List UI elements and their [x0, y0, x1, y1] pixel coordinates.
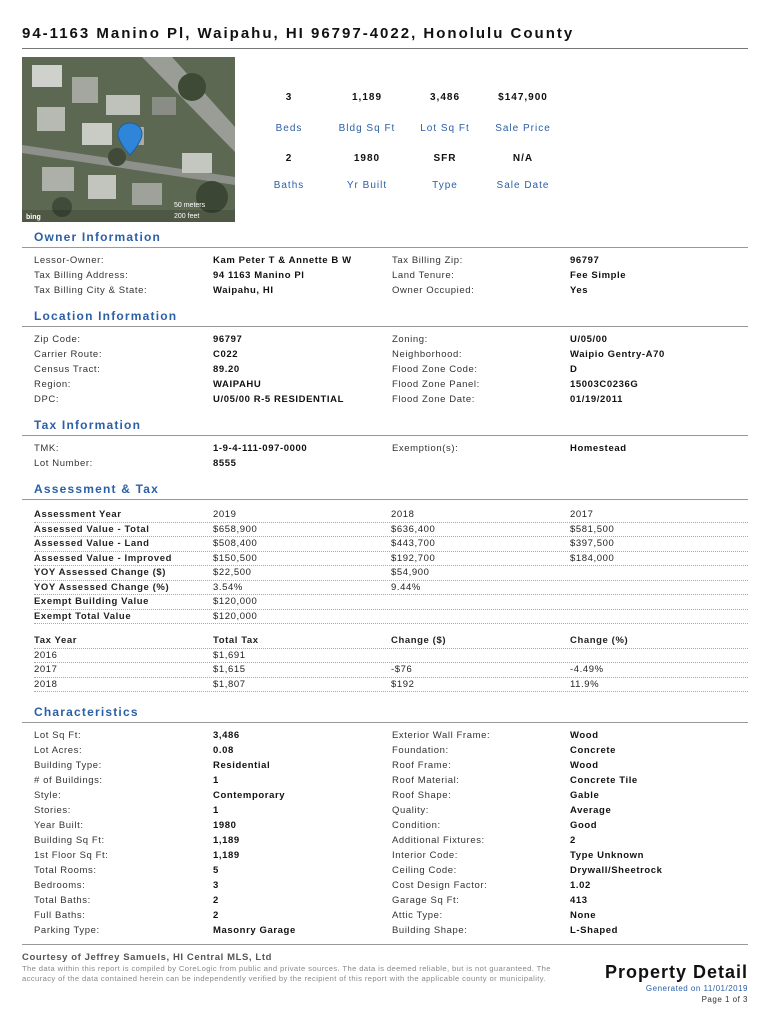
field-value: 1,189	[213, 850, 240, 861]
field-value: 1,189	[213, 835, 240, 846]
tax-left-keys	[34, 441, 93, 471]
field-value: Drywall/Sheetrock	[570, 865, 663, 876]
owner-right-values	[570, 253, 626, 298]
table-cell: $54,900	[391, 567, 430, 579]
field-value: Kam Peter T & Annette B W	[213, 255, 352, 266]
table-cell: $658,900	[213, 523, 258, 535]
field-label: Bedrooms:	[34, 880, 86, 891]
page-title: 94-1163 Manino Pl, Waipahu, HI 96797-4022, Honolulu County	[22, 25, 575, 42]
table-cell: 3.54%	[213, 581, 243, 593]
stats-values-row-1	[250, 92, 562, 103]
field-label: Additional Fixtures:	[392, 835, 485, 846]
field-label: Garage Sq Ft:	[392, 895, 460, 906]
map-brand: bing	[26, 214, 41, 221]
table-cell: 2017	[34, 664, 58, 676]
field-value: Wood	[570, 730, 599, 741]
field-label: 1st Floor Sq Ft:	[34, 850, 109, 861]
section-title-assessment: Assessment & Tax	[34, 482, 160, 496]
table-cell: $120,000	[213, 596, 258, 608]
table-cell: $1,615	[213, 664, 246, 676]
table-row	[34, 595, 748, 610]
courtesy-text: Courtesy of Jeffrey Samuels, HI Central MLS, Ltd	[22, 952, 272, 963]
field-label: Lot Number:	[34, 458, 93, 469]
table-cell: YOY Assessed Change ($)	[34, 567, 167, 579]
field-value: Waipahu, HI	[213, 285, 274, 296]
table-cell: Assessment Year	[34, 509, 122, 521]
location-left-values	[213, 332, 344, 407]
field-value: C022	[213, 349, 239, 360]
field-label: Roof Material:	[392, 775, 460, 786]
table-cell: $150,500	[213, 552, 258, 564]
tax-right-keys	[392, 441, 458, 456]
stat-label: Lot Sq Ft	[420, 123, 470, 134]
field-label: Tax Billing City & State:	[34, 285, 148, 296]
field-label: Parking Type:	[34, 925, 100, 936]
field-label: Full Baths:	[34, 910, 86, 921]
table-cell: $192	[391, 678, 415, 690]
tax-right-values	[570, 441, 627, 456]
owner-right-keys	[392, 253, 474, 298]
field-label: Exterior Wall Frame:	[392, 730, 491, 741]
table-row	[34, 649, 748, 664]
table-row	[34, 552, 748, 567]
field-value: 0.08	[213, 745, 234, 756]
table-cell: 11.9%	[570, 678, 600, 690]
table-cell: -$76	[391, 664, 413, 676]
stat-label: Baths	[273, 180, 305, 191]
table-cell: $397,500	[570, 538, 615, 550]
table-header-row	[34, 634, 748, 649]
stats-values-row-2	[250, 153, 562, 164]
field-label: Tax Billing Address:	[34, 270, 129, 281]
stat-value: N/A	[512, 153, 534, 164]
section-title-location: Location Information	[34, 309, 178, 323]
table-cell: 2019	[213, 509, 237, 521]
field-value: 01/19/2011	[570, 394, 624, 405]
table-cell: Exempt Building Value	[34, 596, 150, 608]
field-value: D	[570, 364, 578, 375]
field-value: None	[570, 910, 597, 921]
field-value: 1	[213, 805, 219, 816]
field-value: L-Shaped	[570, 925, 619, 936]
field-label: Exemption(s):	[392, 443, 459, 454]
stat-value: 3,486	[429, 92, 461, 103]
stat-value: 2	[285, 153, 293, 164]
field-label: Building Type:	[34, 760, 102, 771]
field-label: Tax Billing Zip:	[392, 255, 463, 266]
table-cell: Assessed Value - Improved	[34, 552, 173, 564]
tax-history-table	[34, 634, 748, 692]
field-label: Flood Zone Panel:	[392, 379, 480, 390]
field-label: Attic Type:	[392, 910, 443, 921]
field-label: Lessor-Owner:	[34, 255, 105, 266]
field-label: Ceiling Code:	[392, 865, 457, 876]
field-value: Contemporary	[213, 790, 286, 801]
section-divider	[22, 435, 748, 436]
field-label: Total Rooms:	[34, 865, 97, 876]
field-label: Quality:	[392, 805, 430, 816]
owner-left-keys	[34, 253, 147, 298]
field-label: Lot Acres:	[34, 745, 83, 756]
field-value: 96797	[213, 334, 243, 345]
footer-divider	[22, 944, 748, 945]
field-label: Zip Code:	[34, 334, 81, 345]
table-cell: $22,500	[213, 567, 252, 579]
field-label: Year Built:	[34, 820, 84, 831]
field-label: Neighborhood:	[392, 349, 463, 360]
table-cell: Exempt Total Value	[34, 610, 132, 622]
table-cell: Assessed Value - Total	[34, 523, 150, 535]
table-header: Total Tax	[213, 635, 259, 647]
field-label: Building Sq Ft:	[34, 835, 105, 846]
table-cell: 2016	[34, 649, 58, 661]
table-cell: Assessed Value - Land	[34, 538, 150, 550]
field-value: 96797	[570, 255, 600, 266]
field-label: Stories:	[34, 805, 72, 816]
stat-value: $147,900	[498, 92, 548, 103]
field-label: Lot Sq Ft:	[34, 730, 82, 741]
characteristics-left-values	[213, 728, 296, 938]
stat-label: Beds	[275, 123, 303, 134]
table-header: Tax Year	[34, 635, 78, 647]
table-cell: $1,807	[213, 678, 246, 690]
field-value: 5	[213, 865, 219, 876]
field-label: Building Shape:	[392, 925, 468, 936]
field-value: 8555	[213, 458, 237, 469]
section-divider	[22, 326, 748, 327]
field-value: 3,486	[213, 730, 240, 741]
field-value: 3	[213, 880, 219, 891]
field-value: 2	[213, 910, 219, 921]
section-title-owner: Owner Information	[34, 230, 162, 244]
field-value: 1.02	[570, 880, 591, 891]
field-label: Roof Shape:	[392, 790, 452, 801]
stat-label: Type	[432, 180, 458, 191]
field-value: Residential	[213, 760, 271, 771]
field-label: TMK:	[34, 443, 60, 454]
field-label: Cost Design Factor:	[392, 880, 488, 891]
table-cell: $508,400	[213, 538, 258, 550]
field-label: Census Tract:	[34, 364, 101, 375]
field-value: Masonry Garage	[213, 925, 296, 936]
table-cell: 2018	[391, 509, 415, 521]
section-divider	[22, 722, 748, 723]
report-title: Property Detail	[604, 962, 748, 982]
stat-value: 3	[285, 92, 293, 103]
table-row	[34, 523, 748, 538]
field-label: Condition:	[392, 820, 441, 831]
table-cell: $581,500	[570, 523, 615, 535]
field-label: DPC:	[34, 394, 60, 405]
field-label: Land Tenure:	[392, 270, 455, 281]
table-row	[34, 566, 748, 581]
field-label: Foundation:	[392, 745, 449, 756]
table-header: Change (%)	[570, 635, 629, 647]
table-row	[34, 610, 748, 625]
field-value: 15003C0236G	[570, 379, 639, 390]
field-value: Homestead	[570, 443, 627, 454]
section-title-characteristics: Characteristics	[34, 705, 139, 719]
table-row	[34, 678, 748, 693]
field-value: 94 1163 Manino Pl	[213, 270, 305, 281]
field-value: Gable	[570, 790, 600, 801]
map-scale-label: 50 meters	[174, 202, 206, 209]
field-label: Flood Zone Code:	[392, 364, 478, 375]
stat-value: 1980	[353, 153, 381, 164]
title-divider	[22, 48, 748, 49]
field-value: 1980	[213, 820, 237, 831]
field-value: Type Unknown	[570, 850, 645, 861]
field-value: 2	[570, 835, 576, 846]
field-value: 413	[570, 895, 588, 906]
field-value: Good	[570, 820, 598, 831]
field-value: 1	[213, 775, 219, 786]
table-cell: 2017	[570, 509, 594, 521]
characteristics-right-values	[570, 728, 663, 938]
map-scale-label: 200 feet	[174, 213, 200, 220]
stat-label: Sale Price	[495, 123, 551, 134]
section-title-tax: Tax Information	[34, 418, 142, 432]
stat-value: 1,189	[351, 92, 383, 103]
field-value: Concrete	[570, 745, 616, 756]
aerial-map-image	[22, 57, 235, 222]
table-row	[34, 663, 748, 678]
page-number: Page 1 of 3	[701, 995, 748, 1004]
field-label: Owner Occupied:	[392, 285, 475, 296]
field-value: Waipio Gentry-A70	[570, 349, 665, 360]
section-divider	[22, 499, 748, 500]
tax-left-values	[213, 441, 307, 471]
field-label: Interior Code:	[392, 850, 458, 861]
disclaimer-text: The data within this report is compiled by CoreLogic from public and private sources. The data is deemed reliable, but is not guaranteed. The accuracy of the data contained herein can be independently verified by the recipient of this report with the applicable county or municipality.	[22, 964, 551, 983]
field-label: Roof Frame:	[392, 760, 452, 771]
field-label: Total Baths:	[34, 895, 91, 906]
stats-labels-row-2	[250, 180, 562, 191]
field-value: 89.20	[213, 364, 240, 375]
field-value: U/05/00	[570, 334, 608, 345]
table-cell: $184,000	[570, 552, 615, 564]
field-label: Carrier Route:	[34, 349, 103, 360]
table-header: Change ($)	[391, 635, 447, 647]
stat-value: SFR	[433, 153, 457, 164]
table-row	[34, 508, 748, 523]
field-value: Average	[570, 805, 612, 816]
field-value: U/05/00 R-5 RESIDENTIAL	[213, 394, 344, 405]
table-cell: 2018	[34, 678, 58, 690]
field-value: Fee Simple	[570, 270, 627, 281]
property-map[interactable]	[22, 57, 235, 222]
field-label: Style:	[34, 790, 62, 801]
section-divider	[22, 247, 748, 248]
table-cell: $1,691	[213, 649, 246, 661]
owner-left-values	[213, 253, 352, 298]
table-row	[34, 581, 748, 596]
table-cell: 9.44%	[391, 581, 421, 593]
table-row	[34, 537, 748, 552]
location-right-values	[570, 332, 665, 407]
characteristics-right-keys	[392, 728, 490, 938]
location-right-keys	[392, 332, 480, 407]
table-cell: $636,400	[391, 523, 436, 535]
stat-label: Sale Date	[496, 180, 550, 191]
field-value: Concrete Tile	[570, 775, 638, 786]
table-cell: $192,700	[391, 552, 436, 564]
table-cell: YOY Assessed Change (%)	[34, 581, 170, 593]
stat-label: Yr Built	[346, 180, 388, 191]
field-label: # of Buildings:	[34, 775, 103, 786]
table-cell: -4.49%	[570, 664, 604, 676]
field-label: Flood Zone Date:	[392, 394, 476, 405]
stats-labels-row-1	[250, 123, 562, 134]
stat-label: Bldg Sq Ft	[338, 123, 396, 134]
field-value: 1-9-4-111-097-0000	[213, 443, 308, 454]
characteristics-left-keys	[34, 728, 109, 938]
field-value: Yes	[570, 285, 589, 296]
assessment-table	[34, 508, 748, 624]
location-left-keys	[34, 332, 102, 407]
field-label: Zoning:	[392, 334, 428, 345]
field-value: WAIPAHU	[213, 379, 262, 390]
field-value: 2	[213, 895, 219, 906]
field-value: Wood	[570, 760, 599, 771]
generated-date: Generated on 11/01/2019	[645, 984, 748, 993]
table-cell: $443,700	[391, 538, 436, 550]
table-cell: $120,000	[213, 610, 258, 622]
field-label: Region:	[34, 379, 71, 390]
